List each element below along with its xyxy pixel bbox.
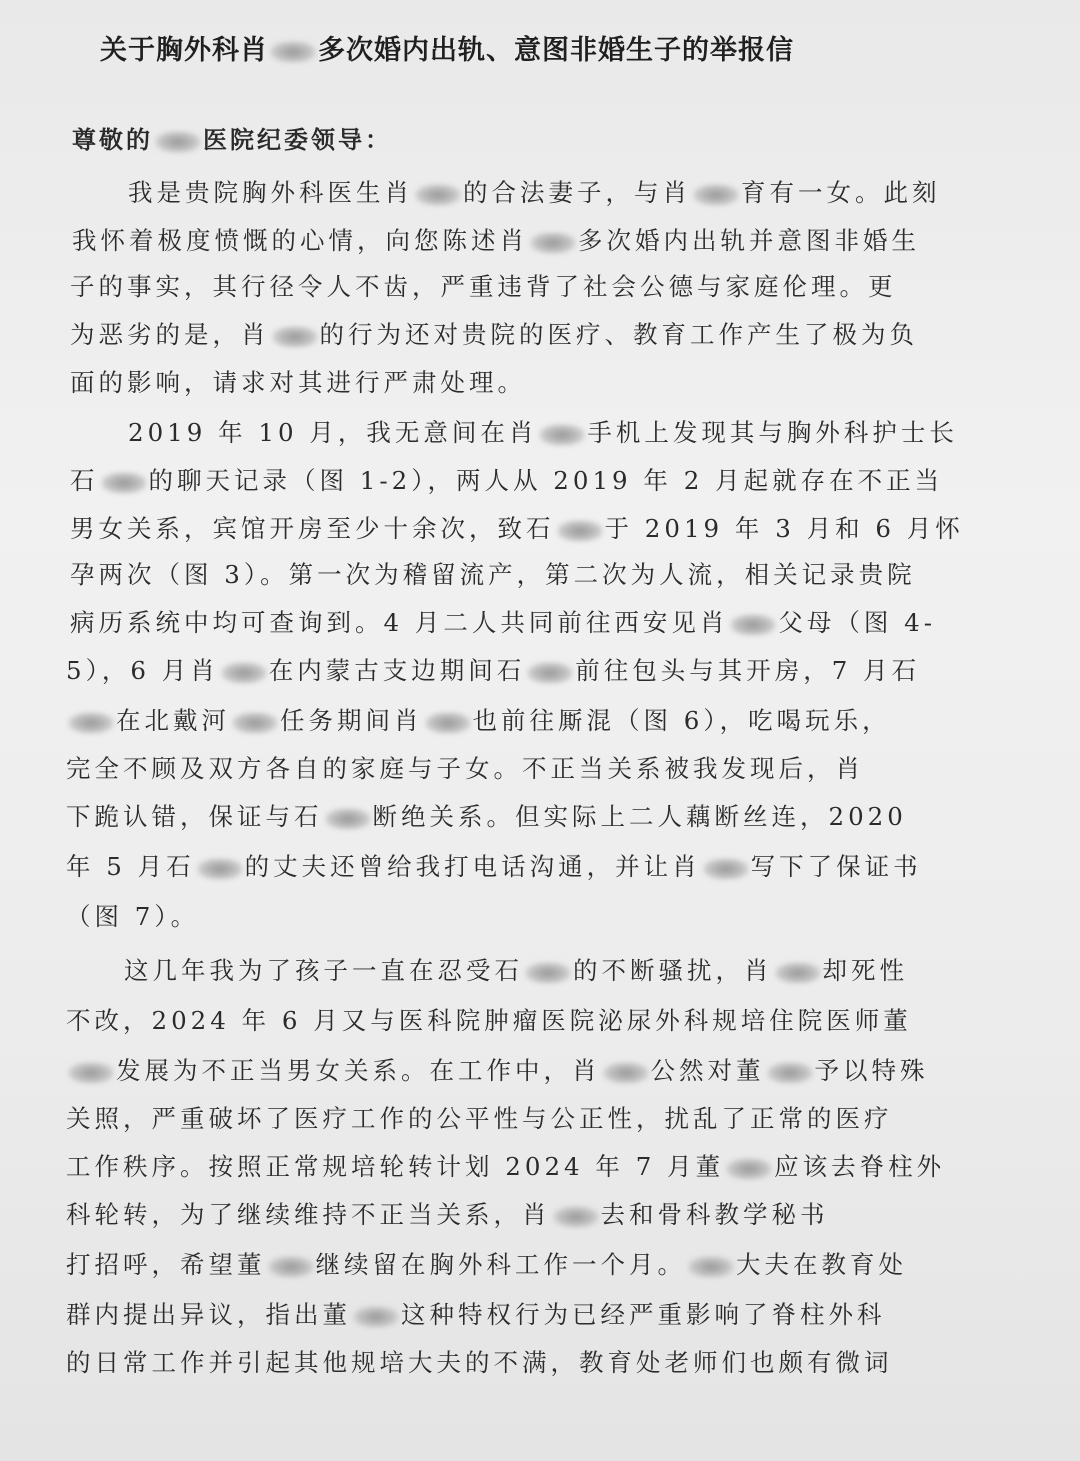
redaction-blur [726, 1158, 772, 1180]
redaction-blur [155, 131, 201, 153]
letter-title [100, 28, 920, 67]
title-text: 关于胸外科肖 [100, 35, 268, 66]
redaction-blur [730, 614, 776, 636]
body-line [70, 368, 526, 398]
redaction-blur [353, 1306, 399, 1328]
body-line-text: 大夫在教育处 [736, 1250, 907, 1279]
redaction-blur [703, 858, 749, 880]
body-line [128, 178, 941, 208]
body-line-text: 手机上发现其与胸外科护士长 [587, 418, 958, 447]
redaction-blur [553, 1206, 599, 1228]
body-line [128, 418, 958, 448]
redaction-blur [688, 1256, 734, 1278]
body-line-text: 的不断骚扰，肖 [573, 956, 773, 985]
salutation-text: 尊敬的 [72, 125, 153, 154]
body-line [66, 1250, 907, 1280]
body-line-text: 去和骨科教学秘书 [600, 1200, 829, 1229]
body-line-text: 父母（图 4- [778, 608, 937, 637]
redaction-blur [530, 232, 576, 254]
redaction-blur [197, 858, 243, 880]
body-line-text: 5），6 月肖 [66, 656, 219, 685]
body-line-text: 断绝关系。但实际上二人藕断丝连，2020 [372, 802, 907, 831]
body-line-text: 打招呼，希望董 [66, 1250, 266, 1279]
redaction-blur [767, 1062, 813, 1084]
body-line-text: 石 [70, 466, 99, 495]
title-text: 多次婚内出轨、意图非婚生子的举报信 [318, 35, 794, 66]
body-line [66, 706, 891, 736]
body-line [66, 902, 199, 932]
body-line-text: 多次婚内出轨并意图非婚生 [578, 226, 920, 255]
body-line-text: 群内提出异议，指出董 [66, 1300, 351, 1329]
body-line [66, 852, 922, 882]
body-line-text: 任务期间肖 [280, 706, 423, 735]
body-line-text: 2019 年 10 月，我无意间在肖 [128, 418, 538, 447]
salutation [72, 120, 392, 155]
body-line-text: 在内蒙古支边期间石 [268, 656, 526, 685]
redaction-blur [232, 712, 278, 734]
body-line [124, 956, 908, 986]
body-line-text: 前往包头与其开房，7 月石 [575, 656, 921, 685]
body-line [66, 1056, 929, 1086]
body-line [70, 272, 897, 302]
body-line [66, 754, 864, 784]
redaction-blur [693, 184, 739, 206]
redaction-blur [603, 1062, 649, 1084]
body-line-text: 病历系统中均可查询到。4 月二人共同前往西安见肖 [70, 608, 729, 637]
body-line-text: 公然对董 [650, 1056, 765, 1085]
body-line-text: （图 7）。 [66, 902, 200, 931]
redaction-blur [68, 1062, 114, 1084]
body-line-text: 年 5 月石 [66, 852, 195, 881]
body-line-text: 面的影响，请求对其进行严肃处理。 [70, 368, 526, 397]
redaction-blur [325, 808, 371, 830]
body-line [66, 1300, 886, 1330]
body-line-text: 应该去脊柱外 [774, 1152, 946, 1181]
body-line-text: 工作秩序。按照正常规培轮转计划 2024 年 7 月董 [66, 1152, 725, 1181]
body-line-text: 的日常工作并引起其他规培大夫的不满，教育处老师们也颇有微词 [66, 1348, 893, 1377]
redaction-blur [68, 712, 114, 734]
body-line [66, 1104, 893, 1134]
body-line-text: 不改，2024 年 6 月又与医科院肿瘤医院泌尿外科规培住院医师董 [66, 1006, 912, 1035]
body-line-text: 的丈夫还曾给我打电话沟通，并让肖 [244, 852, 701, 881]
body-line [70, 320, 918, 350]
body-line-text: 的行为还对贵院的医疗、教育工作产生了极为负 [319, 320, 918, 349]
body-line [66, 1200, 829, 1230]
body-line [66, 1006, 912, 1036]
redaction-blur [539, 424, 585, 446]
body-line-text: 这种特权行为已经严重影响了脊柱外科 [401, 1300, 886, 1329]
redaction-blur [525, 962, 571, 984]
body-line-text: 却死性 [822, 956, 908, 985]
redaction-blur [527, 662, 573, 684]
redaction-blur [415, 184, 461, 206]
body-line [66, 656, 920, 686]
redaction-blur [425, 712, 471, 734]
redaction-blur [272, 326, 318, 348]
body-line-text: 的合法妻子，与肖 [463, 178, 691, 207]
body-line [70, 514, 964, 544]
redaction-blur [775, 962, 821, 984]
body-line [72, 226, 920, 256]
body-line [66, 1152, 945, 1182]
body-line-text: 下跪认错，保证与石 [66, 802, 323, 831]
redaction-blur [101, 472, 147, 494]
body-line-text: 写下了保证书 [750, 852, 922, 881]
redaction-blur [221, 662, 267, 684]
salutation-text: 医院纪委领导： [203, 125, 392, 154]
body-line-text: 育有一女。此刻 [741, 178, 941, 207]
body-line-text: 完全不顾及双方各自的家庭与子女。不正当关系被我发现后，肖 [66, 754, 864, 783]
body-line-text: 予以特殊 [814, 1056, 929, 1085]
body-line [66, 802, 907, 832]
body-line-text: 的聊天记录（图 1-2），两人从 2019 年 2 月起就存在不正当 [148, 466, 944, 495]
body-line-text: 这几年我为了孩子一直在忍受石 [124, 956, 523, 985]
body-line-text: 继续留在胸外科工作一个月。 [315, 1250, 686, 1279]
body-line-text: 也前往厮混（图 6），吃喝玩乐， [472, 706, 891, 735]
body-line-text: 为恶劣的是，肖 [70, 320, 270, 349]
body-line-text: 我是贵院胸外科医生肖 [128, 178, 413, 207]
body-line-text: 我怀着极度愤慨的心情，向您陈述肖 [72, 226, 528, 255]
redaction-blur [268, 1256, 314, 1278]
redaction-blur [270, 41, 316, 63]
body-line-text: 在北戴河 [116, 706, 230, 735]
body-line [70, 608, 936, 638]
body-line [70, 560, 916, 590]
redaction-blur [557, 520, 603, 542]
body-line [66, 1348, 893, 1378]
body-line-text: 子的事实，其行径令人不齿，严重违背了社会公德与家庭伦理。更 [70, 272, 897, 301]
body-line-text: 科轮转，为了继续维持不正当关系，肖 [66, 1200, 551, 1229]
body-line-text: 于 2019 年 3 月和 6 月怀 [604, 514, 964, 543]
body-line-text: 关照，严重破坏了医疗工作的公平性与公正性，扰乱了正常的医疗 [66, 1104, 893, 1133]
body-line-text: 男女关系，宾馆开房至少十余次，致石 [70, 514, 555, 543]
body-line-text: 发展为不正当男女关系。在工作中，肖 [116, 1056, 601, 1085]
body-line [70, 466, 943, 496]
body-line-text: 孕两次（图 3）。第一次为稽留流产，第二次为人流，相关记录贵院 [70, 560, 916, 589]
